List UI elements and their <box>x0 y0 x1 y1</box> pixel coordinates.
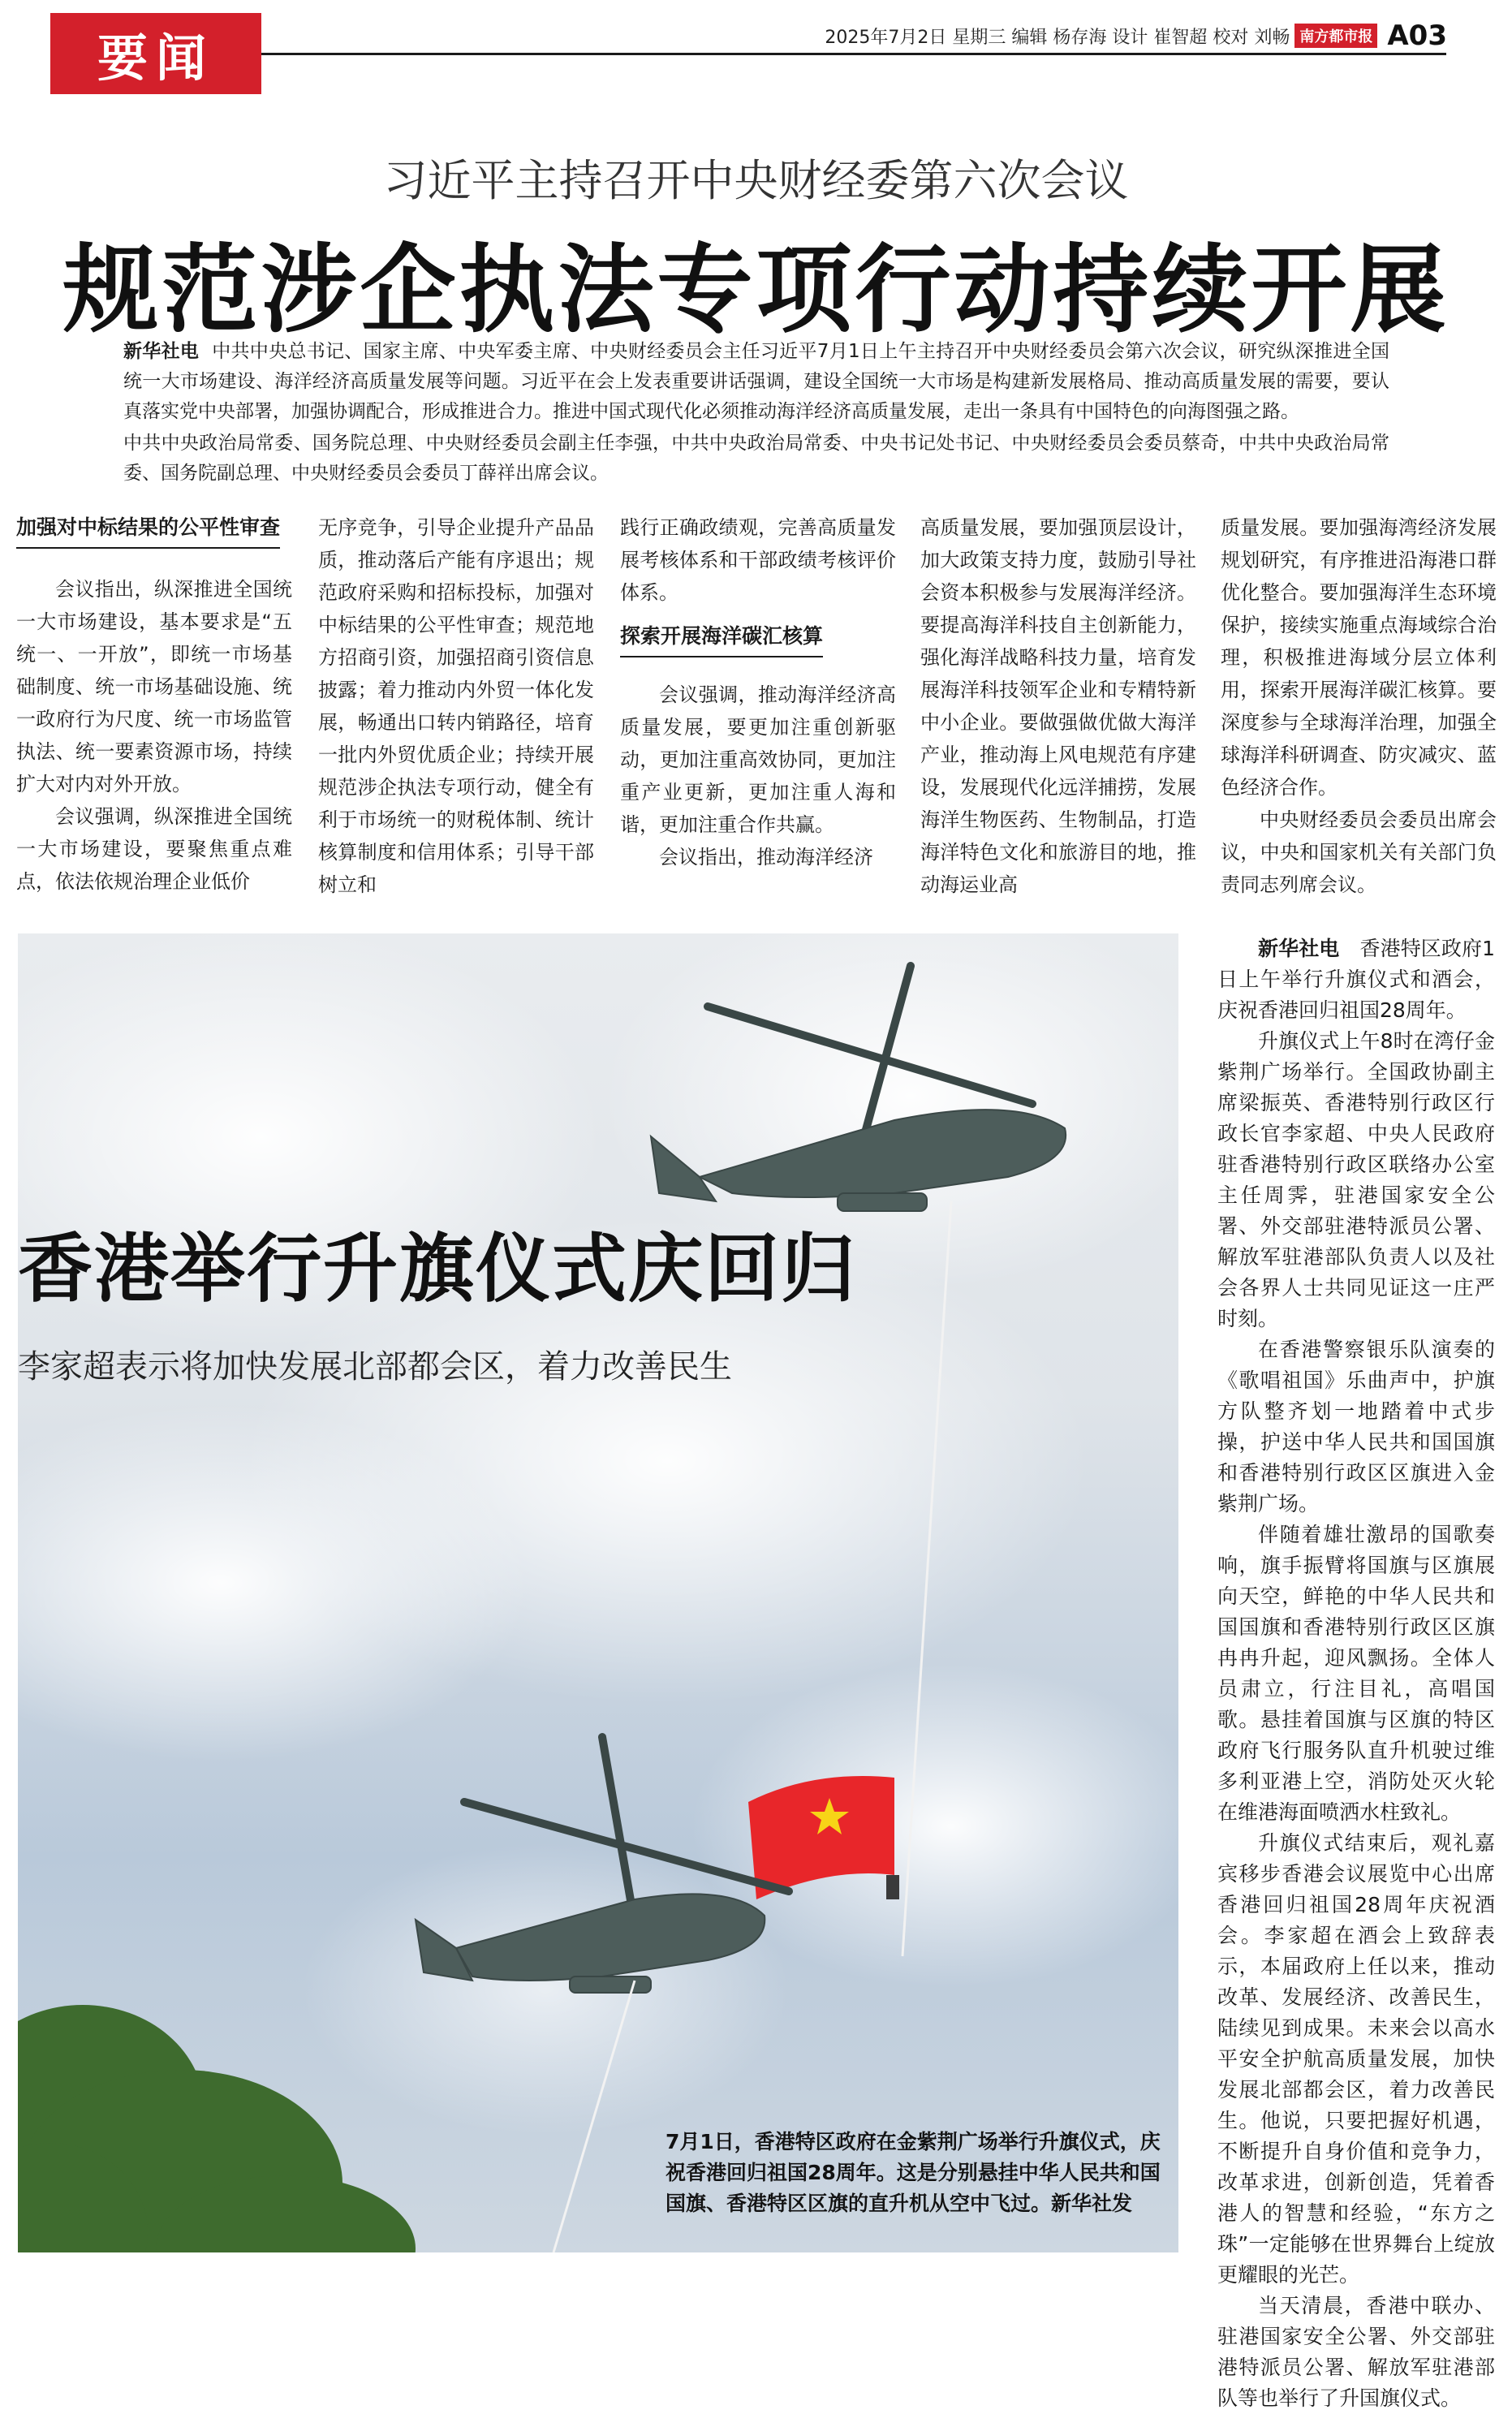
story-paragraph: 升旗仪式结束后，观礼嘉宾移步香港会议展览中心出席香港回归祖国28周年庆祝酒会。李家超在酒会上致辞表示，本届政府上任以来，推动改革、发展经济、改善民生，陆续见到成果。未来会以高水平安全护航高质量发展，加快发展北部都会区，着力改善民生。他说，只要把握好机遇，不断提升自身价值和竞争力，改革求进，创新创造，凭着香港人的智慧和经验，“东方之珠”一定能够在世界舞台上绽放更耀眼的光芒。 <box>1217 1831 1495 2287</box>
column-paragraph: 会议强调，纵深推进全国统一大市场建设，要聚焦重点难点，依法依规治理企业低价 <box>16 805 292 893</box>
article-column-2 <box>318 511 594 901</box>
column-paragraph: 无序竞争，引导企业提升产品品质，推动落后产能有序退出；规范政府采购和招标投标，加强对中标结果的公平性审查；规范地方招商引资，加强招商引资信息披露；着力推动内外贸一体化发展，畅通出口转内销路径，培育一批内外贸优质企业；持续开展规范涉企执法专项行动，健全有利于市场统一的财税体制、统计核算制度和信用体系；引导干部树立和 <box>318 516 594 896</box>
top-story-kicker: 习近平主持召开中央财经委第六次会议 <box>383 155 1129 206</box>
paper-logo: 南方都市报 <box>1294 24 1377 48</box>
lead-paragraph <box>123 337 1389 427</box>
column-paragraph: 会议指出，推动海洋经济 <box>659 846 873 869</box>
story-paragraph: 伴随着雄壮激昂的国歌奏响，旗手振臂将国旗与区旗展向天空，鲜艳的中华人民共和国国旗和香港特别行政区区旗冉冉升起，迎风飘扬。全体人员肃立，行注目礼，高唱国歌。悬挂着国旗与区旗的特区政府飞行服务队直升机驶过维多利亚港上空，消防处灭火轮在维港海面喷洒水柱致礼。 <box>1217 1523 1495 1824</box>
subheading-ocean-carbon: 探索开展海洋碳汇核算 <box>620 620 823 657</box>
header-meta <box>825 19 1447 52</box>
column-paragraph: 会议指出，纵深推进全国统一大市场建设，基本要求是“五统一、一开放”，即统一市场基础制度、统一市场基础设施、统一政府行为尺度、统一市场监管执法、统一要素资源市场，持续扩大对内对外开放。 <box>16 578 292 795</box>
top-story-headline: 规范涉企执法专项行动持续开展 <box>62 234 1450 346</box>
issue-info: 2025年7月2日 星期三 编辑 杨存海 设计 崔智超 校对 刘畅 <box>825 27 1290 48</box>
article-column-1 <box>16 511 292 898</box>
lead-paragraph-2: 中共中央政治局常委、国务院总理、中央财经委员会副主任李强，中共中央政治局常委、中央书记处书记、中央财经委员会委员蔡奇，中共中央政治局常委、国务院副总理、中央财经委员会委员丁薛祥出席会议。 <box>123 433 1389 484</box>
photo-caption: 7月1日，香港特区政府在金紫荆广场举行升旗仪式，庆祝香港回归祖国28周年。这是分别悬挂中华人民共和国国旗、香港特区区旗的直升机从空中飞过。新华社发 <box>666 2130 1161 2215</box>
column-paragraph: 高质量发展，要加强顶层设计，加大政策支持力度，鼓励引导社会资本积极参与发展海洋经济。要提高海洋科技自主创新能力，强化海洋战略科技力量，培育发展海洋科技领军企业和专精特新中小企业。要做强做优做大海洋产业，推动海上风电规范有序建设，发展现代化远洋捕捞，发展海洋生物医药、生物制品，打造海洋特色文化和旅游目的地，推动海运业高 <box>920 516 1196 896</box>
article-column-5 <box>1221 511 1497 901</box>
column-paragraph: 践行正确政绩观，完善高质量发展考核体系和干部政绩考核评价体系。 <box>620 516 896 604</box>
column-paragraph: 会议强调，推动海洋经济高质量发展，要更加注重创新驱动，更加注重高效协同，更加注重产业更新，更加注重人海和谐，更加注重合作共赢。 <box>620 683 896 836</box>
section-badge: 要闻 <box>50 13 261 94</box>
photo-story-title: 香港举行升旗仪式庆回归 <box>18 1226 858 1313</box>
story-lead-text: 香港特区政府1日上午举行升旗仪式和酒会，庆祝香港回归祖国28周年。 <box>1217 937 1495 1022</box>
photo-story-body <box>1217 933 1495 2414</box>
article-column-3 <box>620 511 896 873</box>
story-paragraph: 当天清晨，香港中联办、驻港国家安全公署、外交部驻港特派员公署、解放军驻港部队等也举行了升国旗仪式。 <box>1217 2294 1495 2410</box>
lead-source: 新华社电 <box>123 341 200 362</box>
lead-text: 中共中央总书记、国家主席、中央军委主席、中央财经委员会主任习近平7月1日上午主持召开中央财经委员会第六次会议，研究纵深推进全国统一大市场建设、海洋经济高质量发展等问题。习近平在会上发表重要讲话强调，建设全国统一大市场是构建新发展格局、推动高质量发展的需要，要认真落实党中央部署，加强协调配合，形成推进合力。推进中国式现代化必须推动海洋经济高质量发展，走出一条具有中国特色的向海图强之路。 <box>123 341 1389 422</box>
photo-story-subtitle: 李家超表示将加快发展北部都会区，着力改善民生 <box>18 1348 732 1386</box>
column-paragraph: 质量发展。要加强海湾经济发展规划研究，有序推进沿海港口群优化整合。要加强海洋生态环境保护，接续实施重点海域综合治理，积极推进海域分层立体利用，探索开展海洋碳汇核算。要深度参与全球海洋治理，加强全球海洋科研调查、防灾减灾、蓝色经济合作。 <box>1221 516 1497 799</box>
news-photo-helicopters <box>18 933 1178 2252</box>
story-paragraph <box>1217 933 1495 1026</box>
page-number: A03 <box>1387 19 1447 52</box>
article-column-4 <box>920 511 1196 901</box>
story-source: 新华社电 <box>1258 937 1340 960</box>
story-paragraph: 在香港警察银乐队演奏的《歌唱祖国》乐曲声中，护旗方队整齐划一地踏着中式步操，护送中华人民共和国国旗和香港特别行政区区旗进入金紫荆广场。 <box>1217 1338 1495 1515</box>
sky-photo-illustration <box>18 933 1178 2252</box>
story-paragraph: 升旗仪式上午8时在湾仔金紫荆广场举行。全国政协副主席梁振英、香港特别行政区行政长官李家超、中央人民政府驻香港特别行政区联络办公室主任周霁，驻港国家安全公署、外交部驻港特派员公署、解放军驻港部队负责人以及社会各界人士共同见证这一庄严时刻。 <box>1217 1029 1495 1330</box>
column-paragraph: 中央财经委员会委员出席会议，中央和国家机关有关部门负责同志列席会议。 <box>1221 808 1497 896</box>
subheading-fair-review: 加强对中标结果的公平性审查 <box>16 511 280 549</box>
top-story-lead <box>123 337 1389 490</box>
